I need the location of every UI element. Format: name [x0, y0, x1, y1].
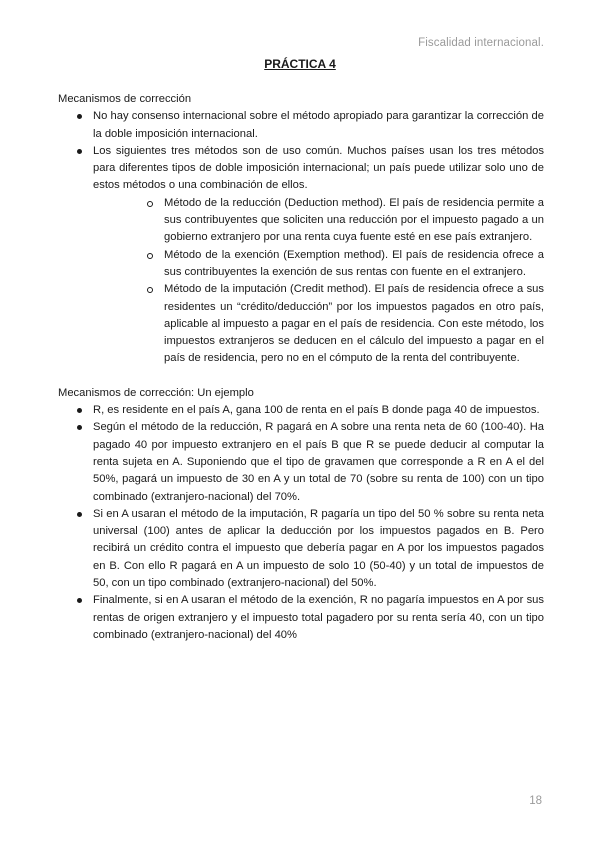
- sub-bullet-item: Método de la reducción (Deduction method). El país de residencia permite a sus contribuyentes que soliciten una reducción por el impuesto pagado a un gobierno extranjero por una renta cuya fuente esté en ese país extranjero.: [93, 195, 544, 247]
- section-heading: Mecanismos de corrección: [58, 93, 192, 105]
- bullet-item: No hay consenso internacional sobre el método apropiado para garantizar la corrección de la doble imposición internacional.: [58, 108, 544, 143]
- bullet-item: Según el método de la reducción, R pagará en A sobre una renta neta de 60 (100-40). Ha pagado 40 por impuesto extranjero en el país B que R se puede deducir al computar la renta sujeta en A. Suponiendo que el tipo de gravamen que corresponde a R en A el del 50%, pagará un impuesto de 30 en A y un total de 70 (sobre su renta de 100) con un tipo combinado (extranjero-nacional) del 70%.: [58, 419, 544, 505]
- bullet-item: [58, 143, 544, 368]
- bullet-item: Si en A usaran el método de la imputación, R pagaría un tipo del 50 % sobre su renta neta universal (100) antes de aplicar la deducción por los impuestos pagados en B. Pero recibirá un crédito contra el impuesto que debería pagar en A por los impuestos pagados en B. Con ello R pagará en A un impuesto de solo 10 (50-40) y un total de impuestos de 50, con un tipo combinado (extranjero-nacional) del 50%.: [58, 506, 544, 592]
- page-title: PRÁCTICA 4: [264, 57, 336, 71]
- page-number: 18: [529, 795, 542, 807]
- section-heading: Mecanismos de corrección: Un ejemplo: [58, 386, 254, 399]
- bullet-list: [58, 402, 544, 644]
- sub-bullet-list: [93, 195, 544, 368]
- bullet-item: Finalmente, si en A usaran el método de la exención, R no pagaría impuestos en A por sus rentas de origen extranjero y el impuesto total pagadero por su renta sería 40, con un tipo combinado (extranjero-nacional) del 40%: [58, 592, 544, 644]
- sub-bullet-item: Método de la imputación (Credit method). El país de residencia ofrece a sus residentes un “crédito/deducción” por los impuestos pagados en otro país, aplicable al impuesto a pagar en el país de residencia. Con este método, los impuestos extranjeros se deducen en el cálculo del impuesto a pagar en el país de residencia, pero no en el cómputo de la renta del contribuyente.: [93, 281, 544, 367]
- bullet-item: R, es residente en el país A, gana 100 de renta en el país B donde paga 40 de impuestos.: [58, 402, 544, 419]
- running-header: Fiscalidad internacional.: [418, 37, 544, 49]
- bullet-text: Los siguientes tres métodos son de uso común. Muchos países usan los tres métodos para diferentes tipos de doble imposición internacional; un país puede utilizar solo uno de estos métodos o una combinación de ellos.: [93, 144, 544, 192]
- document-body: [58, 91, 544, 644]
- section-spacer: [58, 368, 544, 385]
- bullet-list: [58, 108, 544, 367]
- sub-bullet-item: Método de la exención (Exemption method). El país de residencia ofrece a sus contribuyentes la exención de sus rentas con fuente en el extranjero.: [93, 247, 544, 282]
